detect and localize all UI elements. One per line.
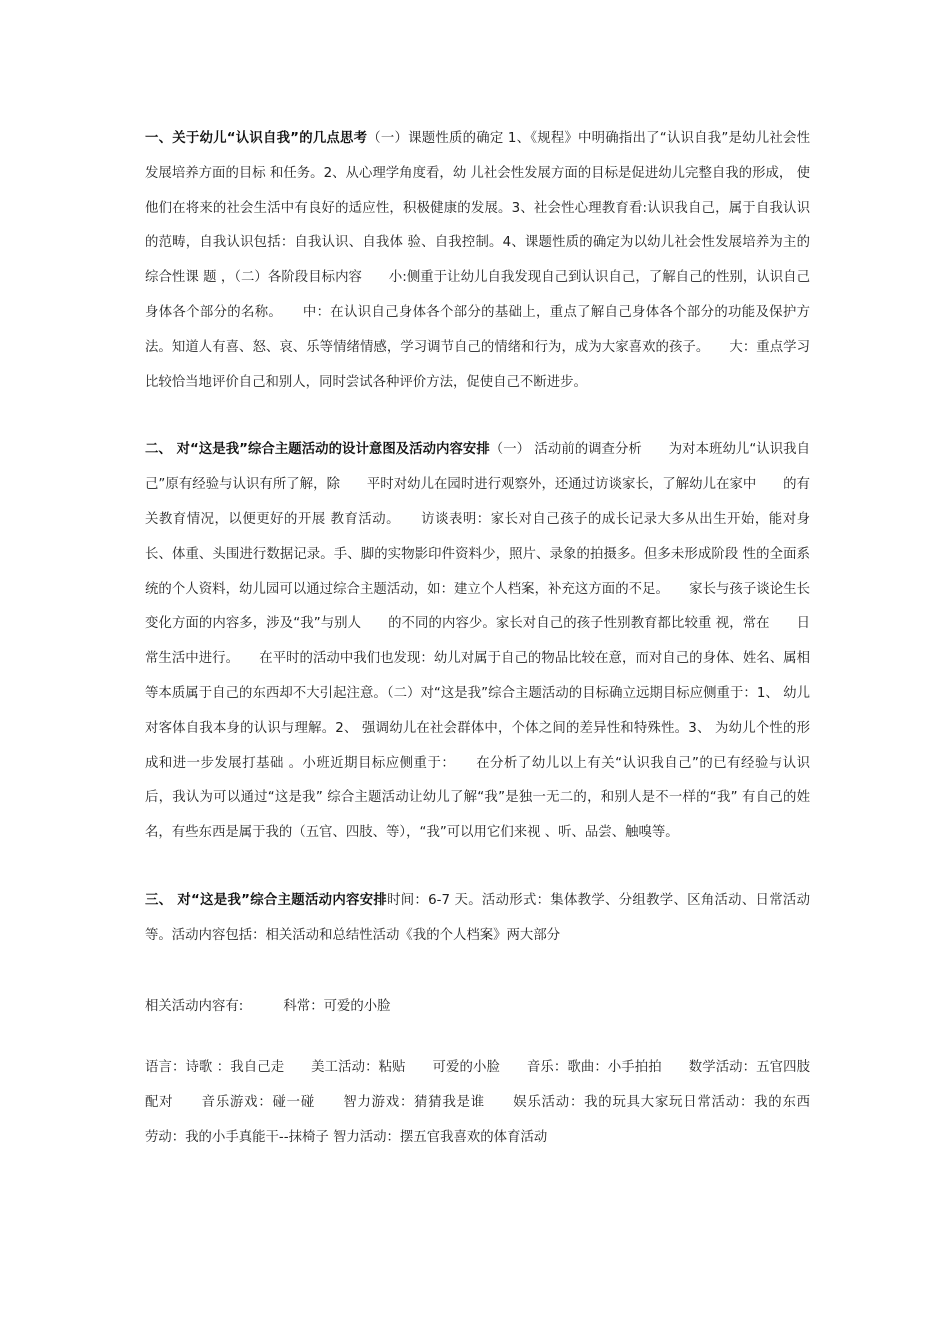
section-2-heading: 二、 对“这是我”综合主题活动的设计意图及活动内容安排 <box>145 442 490 458</box>
section-2-body: （一） 活动前的调查分析 为对本班幼儿“认识我自己”原有经验与认识有所了解，除 平时对幼儿在园时进行观察外，还通过访谈家长，了解幼儿在家中 的有关教育情况，以便更好的开展 教育活动。 访谈表明：家长对自己孩子的成长记录大多从出生开始，能对身长、体重、头围进行数据记录。手、脚的实物影印件资料少，照片、录象的拍摄多。但多未形成阶段 性的全面系统的个人资料，幼儿园可以通过综合主题活动，如：建立个人档案，补充这方面的不足。 家长与孩子谈论生长变化方面的内容多，涉及“我”与别人 的不同的内容少。家长对自己的孩子性别教育都比较重 视，常在 日常生活中进行。 在平时的活动中我们也发现：幼儿对属于自己的物品比较在意，而对自己的身体、姓名、属相等本质属于自己的东西却不大引起注意。（二）对“这是我”综合主题活动的目标确立远期目标应侧重于：1、 幼儿对客体自我本身的认识与理解。2、 强调幼儿在社会群体中，个体之间的差异性和特殊性。3、 为幼儿个性的形成和进一步发展打基础 。小班近期目标应侧重于： 在分析了幼儿以上有关“认识我自己”的已有经验与认识后，我认为可以通过“这是我” 综合主题活动让幼儿了解“我”是独一无二的，和别人是不一样的“我” 有自己的姓名，有些东西是属于我的（五官、四肢、等），“我”可以用它们来视 、听、品尝、触嗅等。 <box>145 442 810 841</box>
related-activities-list: 语言：诗歌 ：我自己走 美工活动：粘贴 可爱的小脸 音乐：歌曲：小手拍拍 数学活动：五官四肢配对 音乐游戏：碰一碰 智力游戏：猜猜我是谁 娱乐活动：我的玩具大家玩日常活动：我的东西 劳动：我的小手真能干--抹椅子 智力活动：摆五官我喜欢的体育活动 <box>145 1060 837 1145</box>
section-2 <box>145 433 810 851</box>
section-3 <box>145 884 810 954</box>
related-activities-intro: 相关活动内容有: 科常：可爱的小脸 <box>145 998 391 1014</box>
section-3-heading: 三、 对“这是我”综合主题活动内容安排 <box>145 892 388 908</box>
section-3-body: 时间：6-7 天。活动形式：集体教学、分组教学、区角活动、日常活动等。活动内容包括：相关活动和总结性活动《我的个人档案》两大部分 <box>145 892 810 943</box>
section-1 <box>145 122 810 400</box>
section-1-body: （一）课题性质的确定 1、《规程》中明确指出了“认识自我”是幼儿社会性发展培养方面的目标 和任务。2、从心理学角度看，幼 儿社会性发展方面的目标是促进幼儿完整自我的形成， 使他们在将来的社会生活中有良好的适应性，积极健康的发展。3、社会性心理教育看:认识我自己，属于自我认识的范畴，自我认识包括：自我认识、自我体 验、自我控制。4、课题性质的确定为以幼儿社会性发展培养为主的综合性课 题 ，（二）各阶段目标内容 小:侧重于让幼儿自我发现自己到认识自己，了解自己的性别，认识自己身体各个部分的名称。 中：在认识自己身体各个部分的基础上，重点了解自己身体各个部分的功能及保护方法。知道人有喜、怒、哀、乐等情绪情感，学习调节自己的情绪和行为，成为大家喜欢的孩子。 大：重点学习比较恰当地评价自己和别人，同时尝试各种评价方法，促使自己不断进步。 <box>145 131 811 390</box>
document-page <box>145 122 837 1156</box>
section-1-heading: 一、关于幼儿“认识自我”的几点思考 <box>145 131 368 146</box>
